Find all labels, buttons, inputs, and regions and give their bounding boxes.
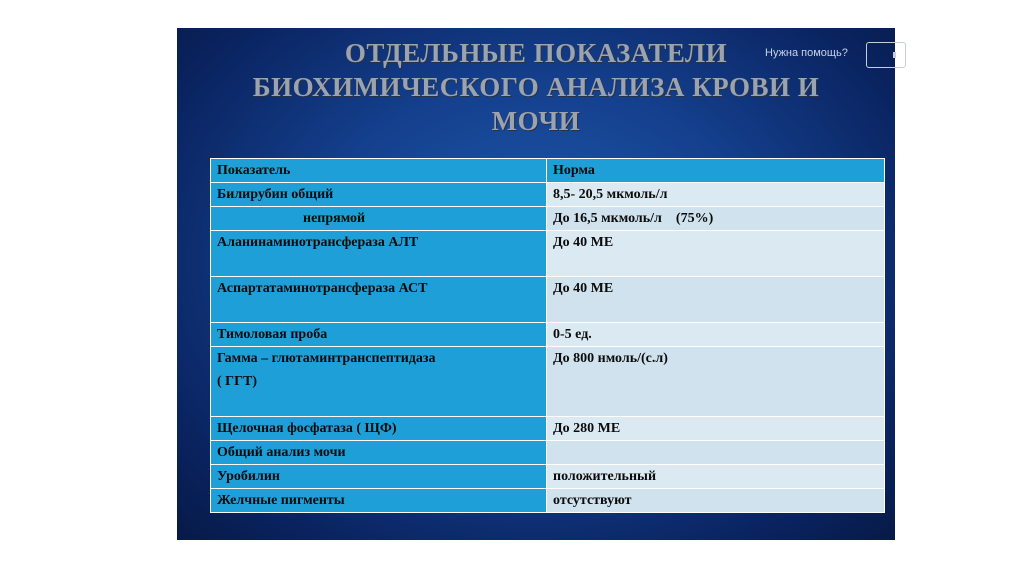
- row-name: Общий анализ мочи: [211, 441, 547, 465]
- table-row: [211, 323, 885, 347]
- table-row: [211, 489, 885, 513]
- title-line-1: ОТДЕЛЬНЫЕ ПОКАЗАТЕЛИ: [344, 38, 728, 68]
- row-name: Уробилин: [211, 465, 547, 489]
- row-value: 0-5 ед.: [547, 323, 885, 347]
- table-header-row: [211, 159, 885, 183]
- row-value: отсутствуют: [547, 489, 885, 513]
- table-row: [211, 231, 885, 277]
- row-name: Щелочная фосфатаза ( ЩФ): [211, 417, 547, 441]
- row-value: До 40 МЕ: [547, 277, 885, 323]
- row-name: непрямой: [211, 207, 547, 231]
- row-name: Билирубин общий: [211, 183, 547, 207]
- help-button[interactable]: [866, 42, 906, 68]
- table-row: [211, 207, 885, 231]
- row-name-line-2: ( ГГТ): [217, 374, 257, 389]
- table-row: [211, 417, 885, 441]
- row-name-line-1: Гамма – глютаминтранспептидаза: [217, 351, 436, 366]
- row-value: [547, 441, 885, 465]
- help-link[interactable]: Нужна помощь?: [765, 47, 848, 59]
- header-norm: Норма: [547, 159, 885, 183]
- table-row: [211, 183, 885, 207]
- row-value: До 16,5 мкмоль/л (75%): [547, 207, 885, 231]
- title-line-3: МОЧИ: [491, 106, 581, 136]
- header-indicator: Показатель: [211, 159, 547, 183]
- table-row: [211, 441, 885, 465]
- table-row: [211, 277, 885, 323]
- table-row: [211, 465, 885, 489]
- row-name: Аланинаминотрансфераза АЛТ: [211, 231, 547, 277]
- row-value: 8,5- 20,5 мкмоль/л: [547, 183, 885, 207]
- title-line-2: БИОХИМИЧЕСКОГО АНАЛИЗА КРОВИ И: [252, 72, 820, 102]
- row-value: До 280 МЕ: [547, 417, 885, 441]
- row-name: [211, 347, 547, 417]
- table-row: [211, 347, 885, 417]
- row-name: Тимоловая проба: [211, 323, 547, 347]
- row-value: До 800 нмоль/(с.л): [547, 347, 885, 417]
- row-value: До 40 МЕ: [547, 231, 885, 277]
- row-name: Желчные пигменты: [211, 489, 547, 513]
- row-name: Аспартатаминотрансфераза АСТ: [211, 277, 547, 323]
- row-value: положительный: [547, 465, 885, 489]
- biochem-table: [210, 158, 885, 513]
